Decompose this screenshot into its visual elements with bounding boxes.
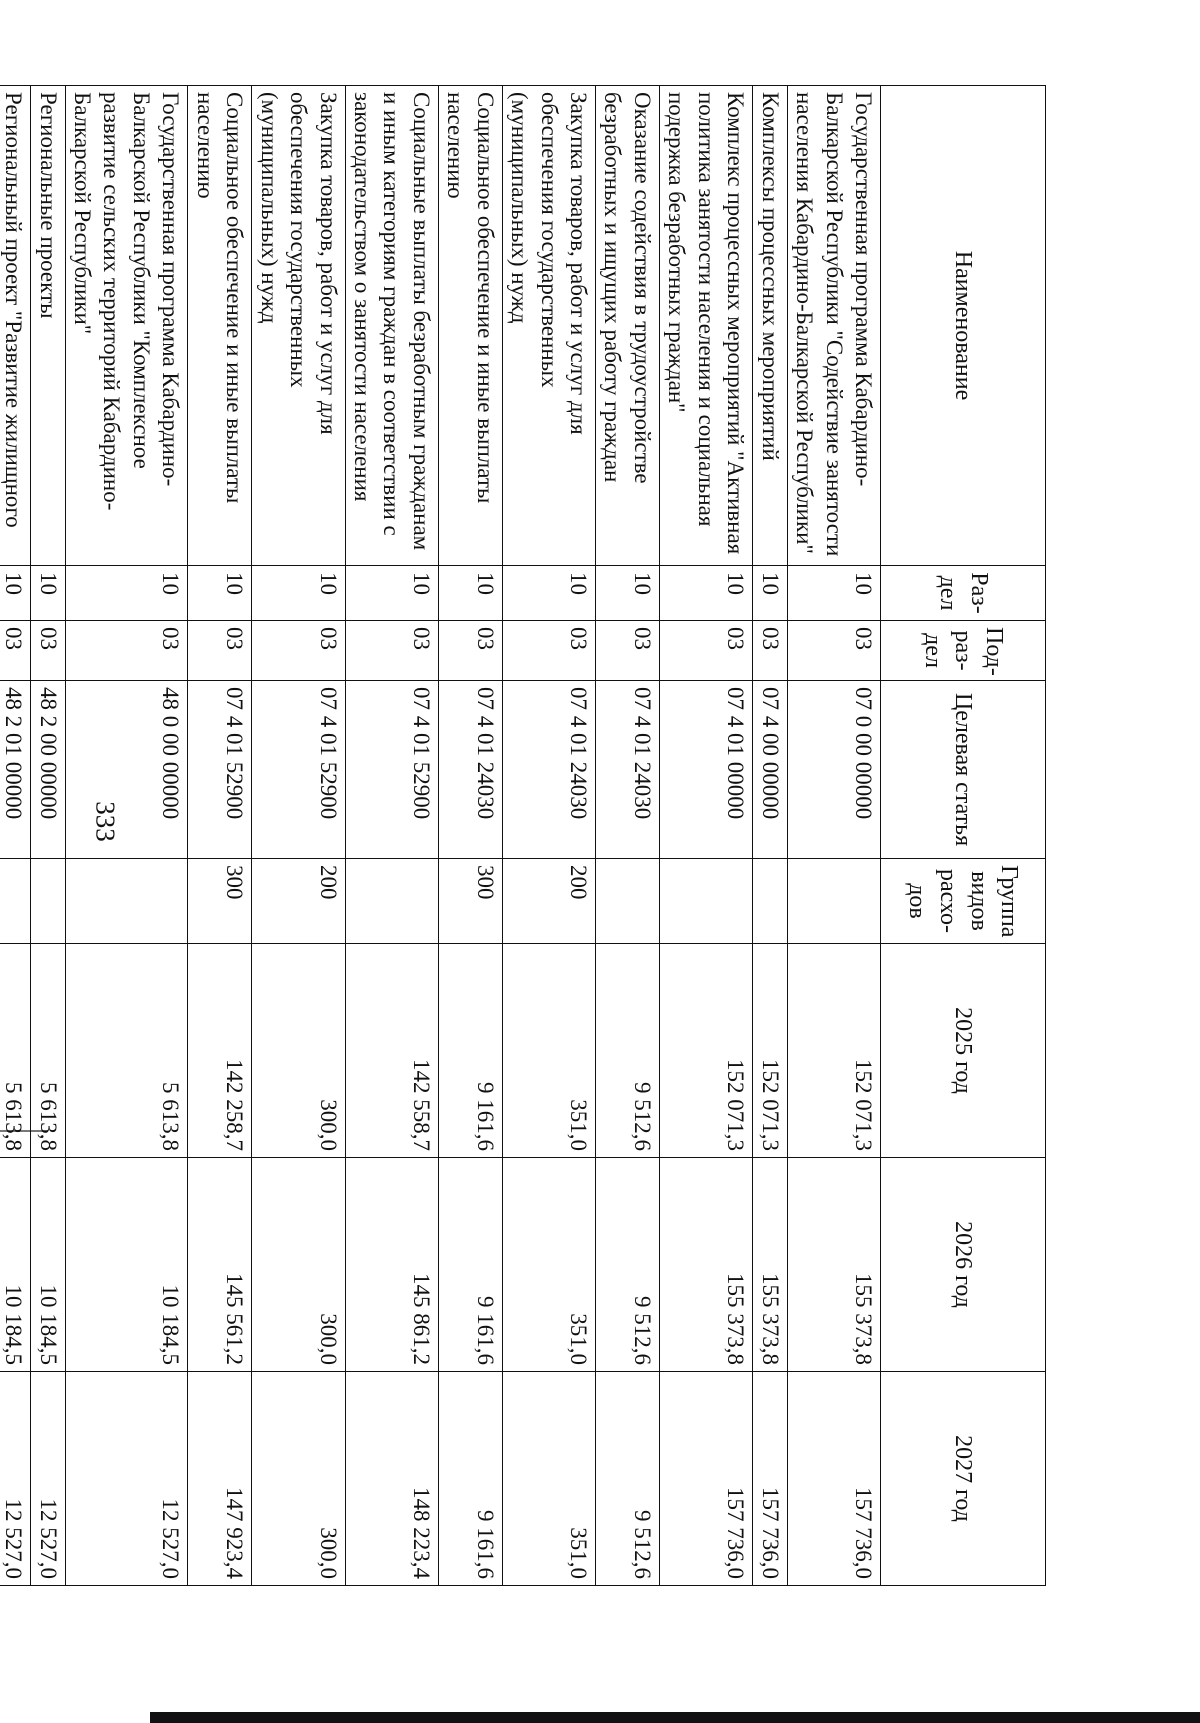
table-row — [188, 86, 252, 1586]
row-subsection: 03 — [188, 621, 252, 681]
row-section: 10 — [596, 566, 660, 621]
row-target: 07 4 01 52900 — [188, 681, 252, 859]
row-group: 300 — [438, 859, 502, 944]
scan-bottom-band — [150, 1712, 1200, 1723]
row-name: Региональные проекты — [31, 86, 65, 566]
row-target: 48 2 01 00000 — [0, 681, 31, 859]
row-subsection: 03 — [787, 621, 880, 681]
header-2025: 2025 год — [881, 944, 1046, 1158]
row-2026: 9 512,6 — [596, 1158, 660, 1372]
row-2027: 300,0 — [252, 1372, 345, 1586]
row-section: 10 — [188, 566, 252, 621]
budget-table — [0, 85, 1046, 1586]
row-2027: 147 923,4 — [188, 1372, 252, 1586]
row-group — [659, 859, 752, 944]
row-group — [65, 859, 188, 944]
row-2026: 155 373,8 — [753, 1158, 787, 1372]
row-section: 10 — [753, 566, 787, 621]
row-2026: 145 561,2 — [188, 1158, 252, 1372]
row-subsection: 03 — [0, 621, 31, 681]
row-group — [31, 859, 65, 944]
row-section: 10 — [787, 566, 880, 621]
header-name: Наименование — [881, 86, 1046, 566]
table-row — [659, 86, 752, 1586]
row-target: 07 4 01 24030 — [438, 681, 502, 859]
header-target: Целевая статья — [881, 681, 1046, 859]
row-section: 10 — [659, 566, 752, 621]
row-target: 07 4 01 52900 — [252, 681, 345, 859]
row-subsection: 03 — [31, 621, 65, 681]
row-name: Социальное обеспечение и иные выплаты населению — [438, 86, 502, 566]
row-2025: 351,0 — [502, 944, 595, 1158]
table-row — [787, 86, 880, 1586]
row-2025: 152 071,3 — [659, 944, 752, 1158]
row-section: 10 — [0, 566, 31, 621]
row-section: 10 — [65, 566, 188, 621]
row-subsection: 03 — [596, 621, 660, 681]
row-group: 200 — [502, 859, 595, 944]
row-name: Социальное обеспечение и иные выплаты населению — [188, 86, 252, 566]
row-target: 48 2 00 00000 — [31, 681, 65, 859]
row-section: 10 — [438, 566, 502, 621]
row-2026: 155 373,8 — [787, 1158, 880, 1372]
row-2026: 10 184,5 — [0, 1158, 31, 1372]
header-2026: 2026 год — [881, 1158, 1046, 1372]
row-2025: 5 613,8 — [0, 944, 31, 1158]
row-2026: 10 184,5 — [65, 1158, 188, 1372]
row-2025: 152 071,3 — [787, 944, 880, 1158]
row-group — [0, 859, 31, 944]
row-subsection: 03 — [65, 621, 188, 681]
row-subsection: 03 — [252, 621, 345, 681]
table-row — [502, 86, 595, 1586]
row-2025: 142 558,7 — [345, 944, 438, 1158]
row-subsection: 03 — [345, 621, 438, 681]
row-target: 07 4 01 24030 — [596, 681, 660, 859]
row-2025: 9 161,6 — [438, 944, 502, 1158]
row-subsection: 03 — [659, 621, 752, 681]
row-2026: 9 161,6 — [438, 1158, 502, 1372]
row-group: 200 — [252, 859, 345, 944]
row-group — [753, 859, 787, 944]
row-2027: 12 527,0 — [65, 1372, 188, 1586]
header-section: Раз-дел — [881, 566, 1046, 621]
row-2025: 142 258,7 — [188, 944, 252, 1158]
row-section: 10 — [31, 566, 65, 621]
header-2027: 2027 год — [881, 1372, 1046, 1586]
row-2027: 12 527,0 — [31, 1372, 65, 1586]
row-target: 48 0 00 00000 — [65, 681, 188, 859]
table-row — [31, 86, 65, 1586]
row-2027: 9 161,6 — [438, 1372, 502, 1586]
row-subsection: 03 — [753, 621, 787, 681]
header-expense-group: Группа видов расхо-дов — [881, 859, 1046, 944]
table-row — [252, 86, 345, 1586]
row-2026: 155 373,8 — [659, 1158, 752, 1372]
row-name: Региональный проект "Развитие жилищного — [0, 86, 31, 566]
row-2027: 351,0 — [502, 1372, 595, 1586]
row-2025: 5 613,8 — [31, 944, 65, 1158]
row-name: Комплексы процессных мероприятий — [753, 86, 787, 566]
row-name: Закупка товаров, работ и услуг для обеспечения государственных (муниципальных) нужд — [502, 86, 595, 566]
page-number: 333 — [90, 801, 121, 842]
row-group: 300 — [188, 859, 252, 944]
row-section: 10 — [252, 566, 345, 621]
row-group — [787, 859, 880, 944]
row-target: 07 0 00 00000 — [787, 681, 880, 859]
table-row — [753, 86, 787, 1586]
row-name: Государственная программа Кабардино-Балкарской Республики "Содействие занятости населения Кабардино-Балкарской Республики" — [787, 86, 880, 566]
row-target: 07 4 01 24030 — [502, 681, 595, 859]
row-2026: 300,0 — [252, 1158, 345, 1372]
row-section: 10 — [345, 566, 438, 621]
row-2027: 157 736,0 — [787, 1372, 880, 1586]
table-row — [0, 86, 31, 1586]
row-2027: 148 223,4 — [345, 1372, 438, 1586]
row-target: 07 4 00 00000 — [753, 681, 787, 859]
row-name: Закупка товаров, работ и услуг для обеспечения государственных (муниципальных) нужд — [252, 86, 345, 566]
row-group — [345, 859, 438, 944]
row-2027: 157 736,0 — [753, 1372, 787, 1586]
row-2025: 9 512,6 — [596, 944, 660, 1158]
row-subsection: 03 — [438, 621, 502, 681]
row-2026: 351,0 — [502, 1158, 595, 1372]
row-name: Государственная программа Кабардино-Балкарской Республики "Комплексное развитие сельских территорий Кабардино-Балкарской Республики" — [65, 86, 188, 566]
row-name: Комплекс процессных мероприятий "Активная политика занятости населения и социальная подержка безработных граждан" — [659, 86, 752, 566]
row-2027: 157 736,0 — [659, 1372, 752, 1586]
header-subsection: Под-раз-дел — [881, 621, 1046, 681]
table-row — [438, 86, 502, 1586]
row-section: 10 — [502, 566, 595, 621]
row-target: 07 4 01 00000 — [659, 681, 752, 859]
table-row — [345, 86, 438, 1586]
row-name: Оказание содействия в трудоустройстве безработных и ищущих работу граждан — [596, 86, 660, 566]
row-2027: 9 512,6 — [596, 1372, 660, 1586]
row-target: 07 4 01 52900 — [345, 681, 438, 859]
row-subsection: 03 — [502, 621, 595, 681]
row-name: Социальные выплаты безработным гражданам и иным категориям граждан в соответствии с законодательством о занятости населения — [345, 86, 438, 566]
row-group — [596, 859, 660, 944]
row-2025: 300,0 — [252, 944, 345, 1158]
row-2026: 145 861,2 — [345, 1158, 438, 1372]
table-row — [65, 86, 188, 1586]
row-2027: 12 527,0 — [0, 1372, 31, 1586]
row-2025: 5 613,8 — [65, 944, 188, 1158]
table-header-row — [881, 86, 1046, 1586]
row-2026: 10 184,5 — [31, 1158, 65, 1372]
table-row — [596, 86, 660, 1586]
row-2025: 152 071,3 — [753, 944, 787, 1158]
